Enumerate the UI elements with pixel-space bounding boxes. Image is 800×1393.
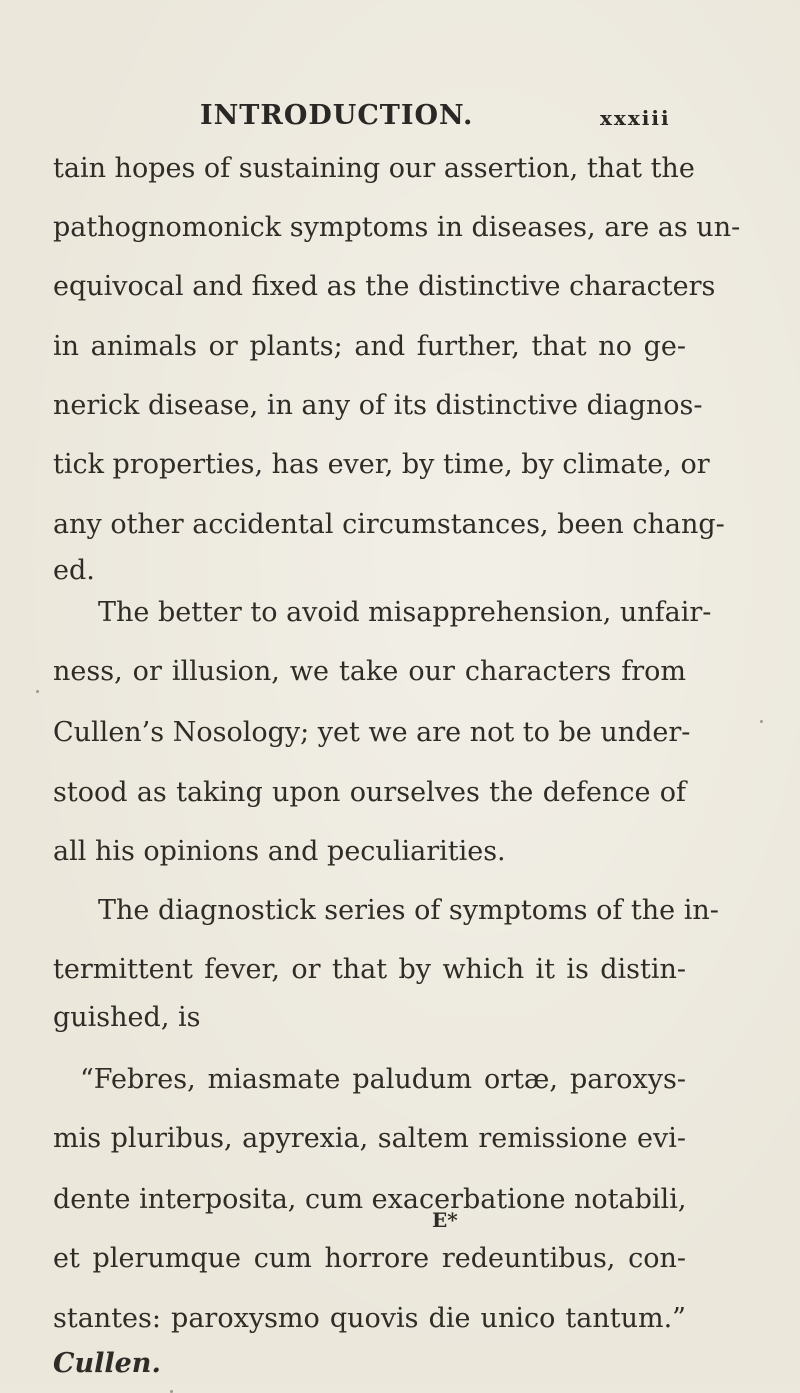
paragraph-first-line: The diagnostick series of symptoms of the in- bbox=[98, 895, 719, 926]
text-line: guished, is bbox=[53, 1002, 201, 1033]
paper-speck bbox=[760, 720, 763, 723]
running-head bbox=[0, 100, 800, 140]
text-line: tain hopes of sustaining our assertion, that the bbox=[53, 153, 695, 184]
page-number: xxxiii bbox=[600, 106, 671, 130]
text-line: equivocal and fixed as the distinctive characters bbox=[53, 271, 716, 302]
text-line: nerick disease, in any of its distinctive diagnos- bbox=[53, 390, 703, 421]
quotation-line: mis pluribus, apyrexia, saltem remissione evi- bbox=[53, 1123, 686, 1154]
text-line: in animals or plants; and further, that no ge- bbox=[53, 331, 686, 362]
text-line: stood as taking upon ourselves the defence of bbox=[53, 777, 686, 808]
paragraph-first-line: The better to avoid misapprehension, unfair- bbox=[98, 597, 712, 628]
paper-speck bbox=[36, 690, 39, 693]
text-line: any other accidental circumstances, been chang- bbox=[53, 509, 725, 540]
text-line: Cullen’s Nosology; yet we are not to be under- bbox=[53, 717, 691, 748]
quotation-line: dente interposita, cum exacerbatione notabili, bbox=[53, 1184, 687, 1215]
text-line: ness, or illusion, we take our characters from bbox=[53, 656, 686, 687]
running-head-title: INTRODUCTION. bbox=[200, 100, 474, 131]
quotation-line: et plerumque cum horrore redeuntibus, con- bbox=[53, 1243, 686, 1274]
quotation-line: stantes: paroxysmo quovis die unico tantum.” bbox=[53, 1303, 686, 1334]
text-line: ed. bbox=[53, 555, 95, 586]
text-line: all his opinions and peculiarities. bbox=[53, 836, 506, 867]
quotation-first-line: “Febres, miasmate paludum ortæ, paroxys- bbox=[80, 1064, 686, 1095]
quotation-attribution: Cullen. bbox=[53, 1348, 161, 1379]
text-line: tick properties, has ever, by time, by climate, or bbox=[53, 449, 710, 480]
text-line: termittent fever, or that by which it is distin- bbox=[53, 954, 686, 985]
text-line: pathognomonick symptoms in diseases, are as un- bbox=[53, 212, 741, 243]
signature-mark: E* bbox=[432, 1208, 458, 1232]
